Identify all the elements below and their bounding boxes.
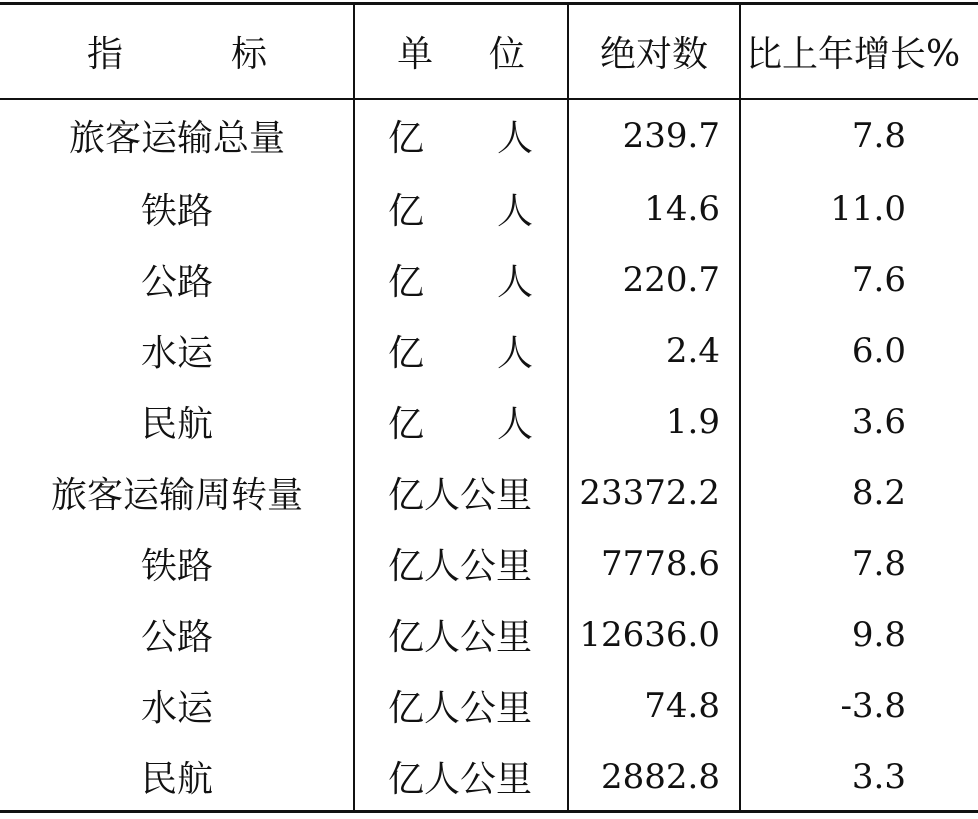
unit-label: 亿人公里 bbox=[388, 546, 533, 587]
unit-cell bbox=[354, 670, 568, 741]
indicator-cell: 水运 bbox=[140, 333, 213, 374]
table-row bbox=[0, 528, 978, 599]
unit-cell bbox=[354, 98, 568, 173]
absolute-value-cell: 14.6 bbox=[644, 188, 720, 229]
absolute-value-cell: 1.9 bbox=[665, 401, 720, 442]
growth-cell: 7.8 bbox=[851, 543, 906, 584]
indicator-cell: 民航 bbox=[140, 404, 213, 445]
header-indicator: 指标 bbox=[86, 34, 375, 75]
absolute-value-cell: 74.8 bbox=[644, 685, 720, 726]
growth-cell: 3.6 bbox=[851, 401, 906, 442]
indicator-cell: 公路 bbox=[140, 617, 213, 658]
unit-cell bbox=[354, 599, 568, 670]
growth-cell: 8.2 bbox=[851, 472, 906, 513]
indicator-cell: 铁路 bbox=[140, 546, 213, 587]
unit-label: 亿人公里 bbox=[388, 688, 533, 729]
table-row bbox=[0, 457, 978, 528]
indicator-cell: 旅客运输周转量 bbox=[50, 475, 303, 516]
unit-cell bbox=[354, 457, 568, 528]
table-row bbox=[0, 244, 978, 315]
indicator-cell: 水运 bbox=[140, 688, 213, 729]
unit-label: 亿人公里 bbox=[388, 617, 533, 658]
absolute-value-cell: 12636.0 bbox=[579, 614, 720, 655]
unit-label: 亿人公里 bbox=[388, 759, 533, 800]
passenger-transport-table bbox=[0, 5, 978, 812]
indicator-cell: 铁路 bbox=[140, 191, 213, 232]
unit-label: 亿 人 bbox=[388, 333, 533, 374]
absolute-value-cell: 2.4 bbox=[665, 330, 720, 371]
indicator-cell: 旅客运输总量 bbox=[68, 118, 285, 159]
table-row bbox=[0, 599, 978, 670]
unit-label: 亿人公里 bbox=[388, 475, 533, 516]
growth-cell: 6.0 bbox=[851, 330, 906, 371]
unit-label: 亿 人 bbox=[388, 262, 533, 303]
absolute-value-cell: 23372.2 bbox=[579, 472, 720, 513]
header-row bbox=[0, 5, 978, 98]
absolute-value-cell: 220.7 bbox=[622, 259, 720, 300]
header-unit: 单位 bbox=[397, 34, 581, 75]
table-body bbox=[0, 98, 978, 812]
growth-cell: 3.3 bbox=[851, 756, 906, 797]
unit-label: 亿 人 bbox=[388, 118, 533, 159]
growth-cell: 9.8 bbox=[851, 614, 906, 655]
absolute-value-cell: 2882.8 bbox=[601, 756, 720, 797]
growth-cell: -3.8 bbox=[840, 685, 906, 726]
unit-cell bbox=[354, 528, 568, 599]
growth-cell: 7.8 bbox=[851, 115, 906, 156]
indicator-cell: 公路 bbox=[140, 262, 213, 303]
table-row bbox=[0, 315, 978, 386]
unit-label: 亿 人 bbox=[388, 404, 533, 445]
unit-cell bbox=[354, 741, 568, 812]
unit-label: 亿 人 bbox=[388, 191, 533, 232]
header-absolute: 绝对数 bbox=[599, 34, 708, 75]
header-growth: 比上年增长% bbox=[746, 34, 961, 75]
absolute-value-cell: 239.7 bbox=[622, 115, 720, 156]
table-row bbox=[0, 173, 978, 244]
table-header bbox=[0, 5, 978, 98]
unit-cell bbox=[354, 386, 568, 457]
table-row bbox=[0, 741, 978, 812]
table-row bbox=[0, 386, 978, 457]
indicator-cell: 民航 bbox=[140, 759, 213, 800]
table-row bbox=[0, 670, 978, 741]
unit-cell bbox=[354, 315, 568, 386]
growth-cell: 11.0 bbox=[830, 188, 906, 229]
unit-cell bbox=[354, 173, 568, 244]
unit-cell bbox=[354, 244, 568, 315]
table-row bbox=[0, 98, 978, 173]
absolute-value-cell: 7778.6 bbox=[601, 543, 720, 584]
growth-cell: 7.6 bbox=[851, 259, 906, 300]
